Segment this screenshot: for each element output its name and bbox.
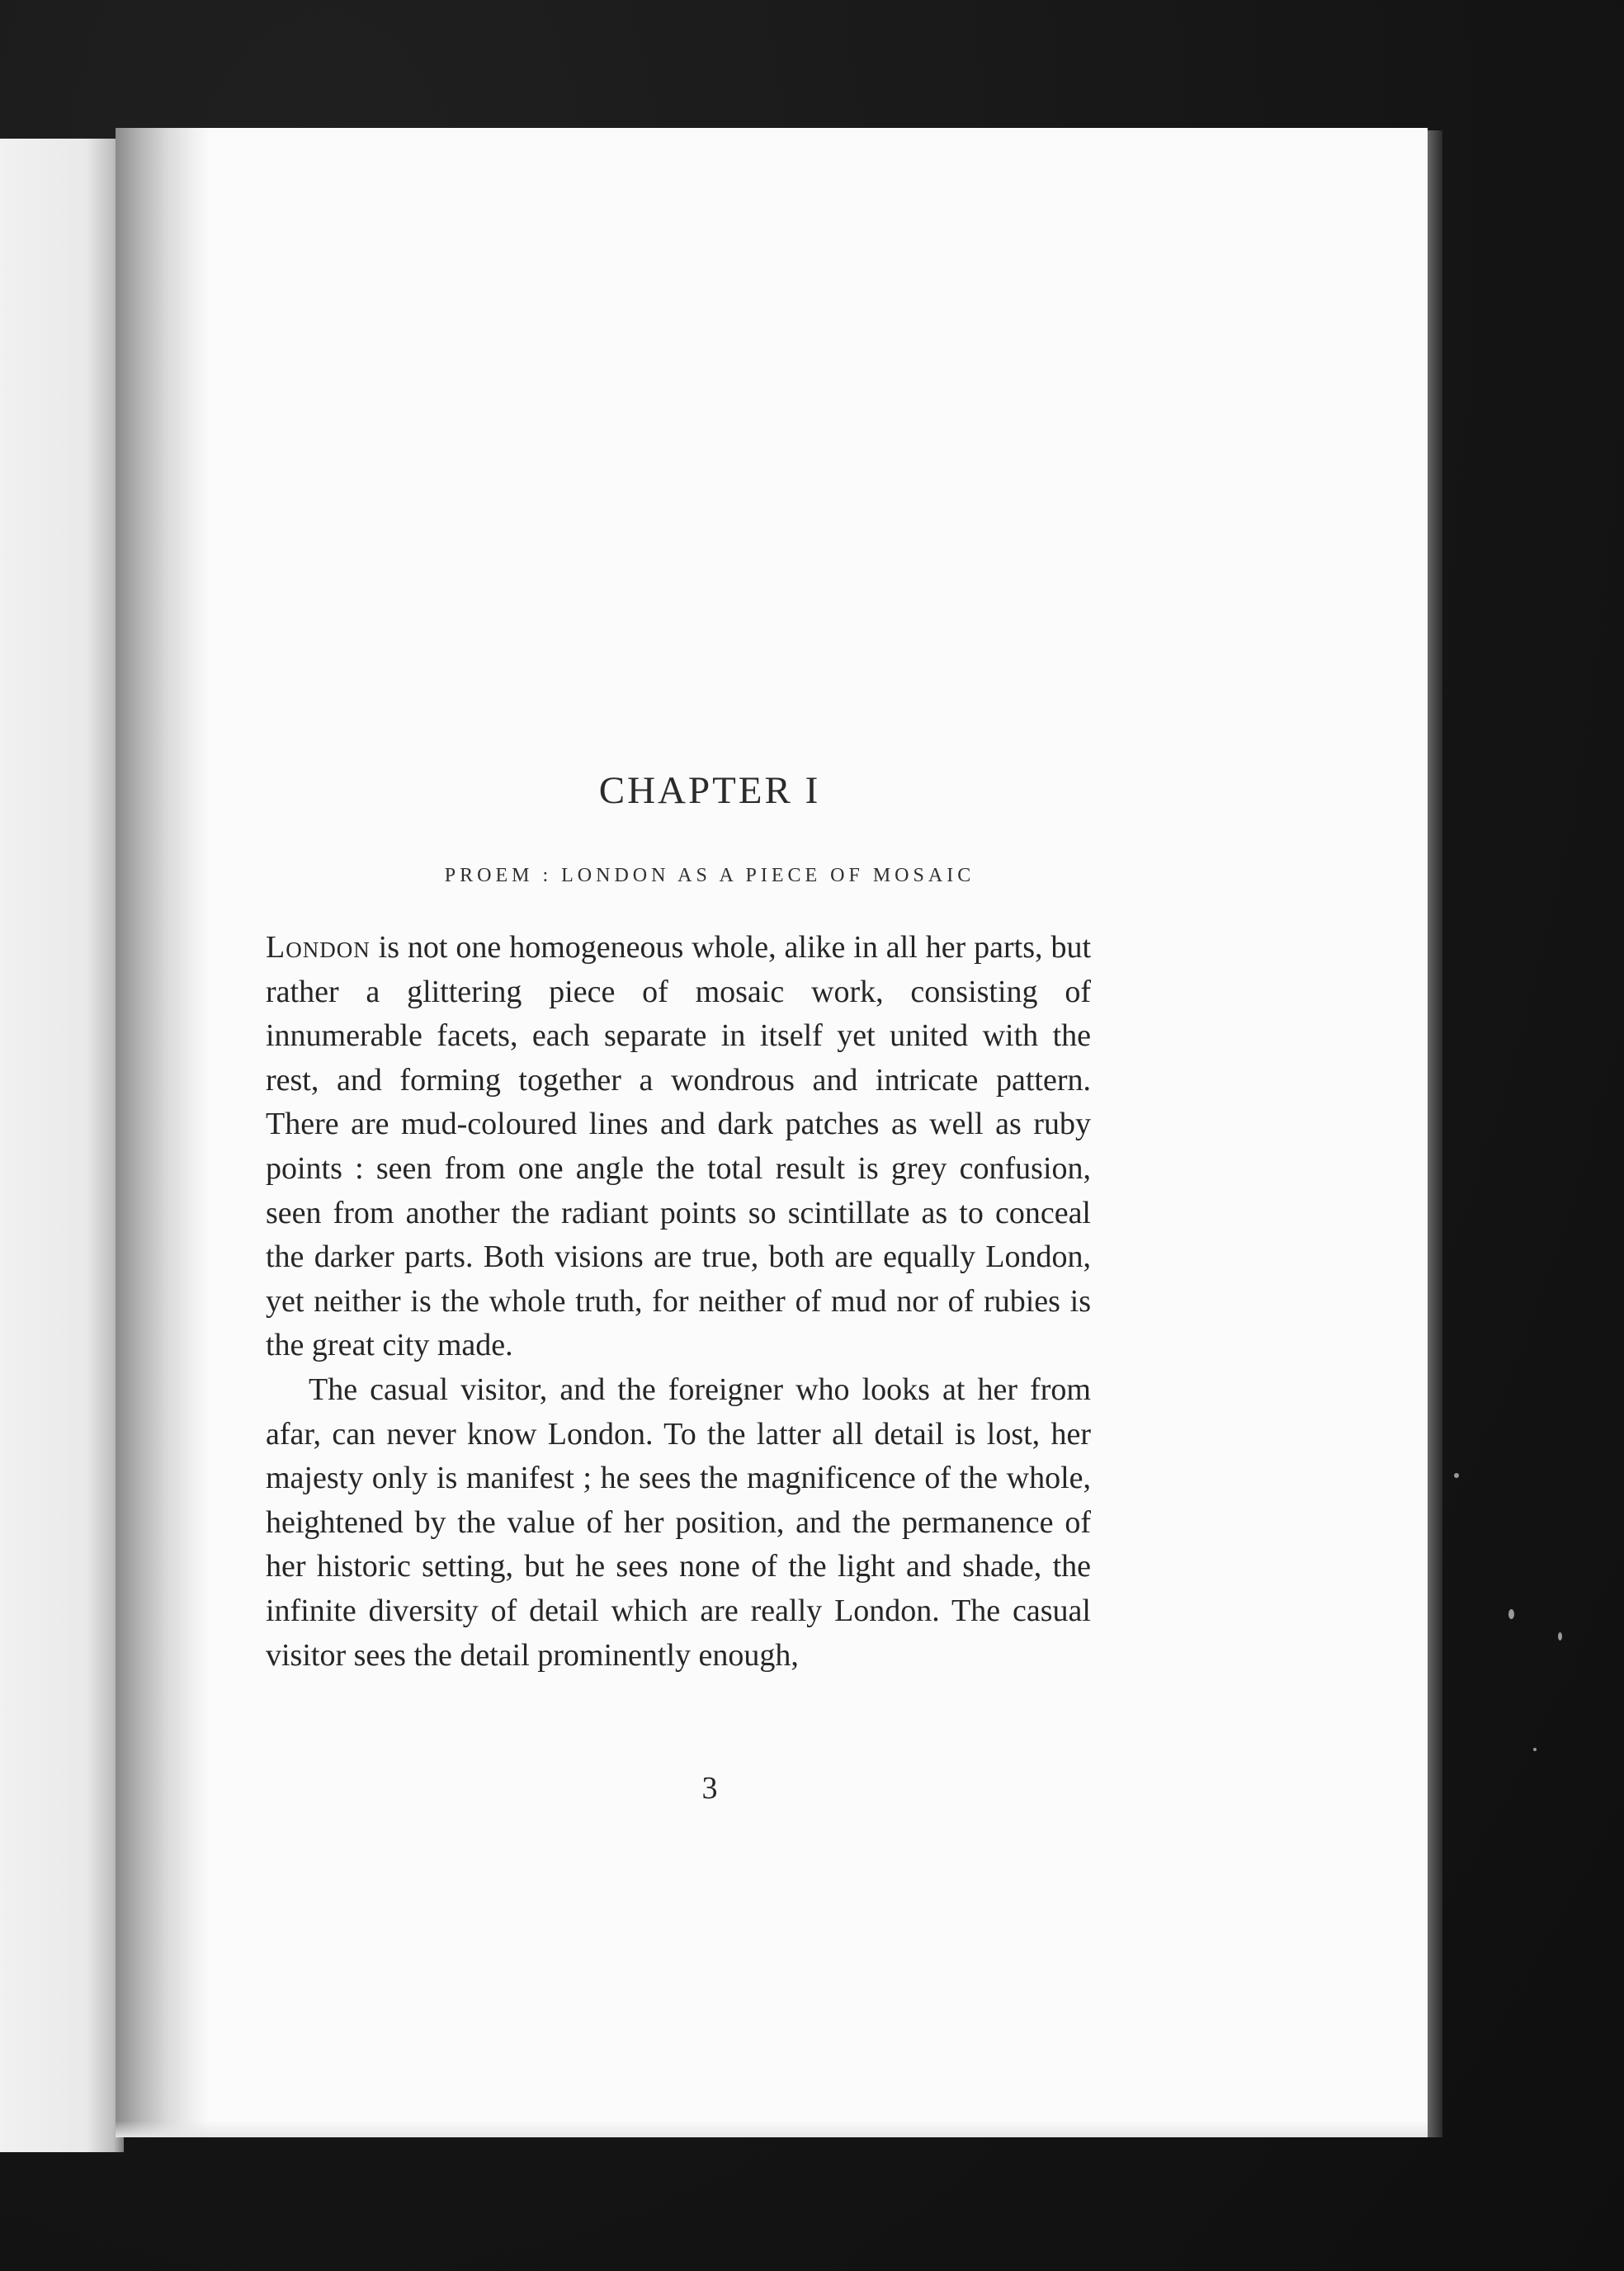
book-page xyxy=(116,128,1428,2137)
facing-page-edge xyxy=(0,139,124,2152)
paragraph-1-text: is not one homogeneous whole, alike in all her parts, but rather a glittering piece of mosaic work, consisting of innumerable facets, each separate in itself yet united with the rest, and forming together a wondrous and intricate pattern. There are mud-coloured lines and dark patches as well as ruby points : seen from one angle the total result is grey confusion, seen from another the radiant points so scintillate as to conceal the darker parts. Both visions are true, both are equally London, yet neither is the whole truth, for neither of mud nor of rubies is the great city made. xyxy=(266,930,1091,1363)
opening-word: London xyxy=(266,930,371,965)
dust-speck xyxy=(1533,1748,1537,1751)
paragraph-1 xyxy=(266,926,1091,1368)
paragraph-2: The casual visitor, and the foreigner who looks at her from afar, can never know London. To the latter all detail is lost, her majesty only is manifest ; he sees the magnificence of the whole, heightened by the value of her position, and the permanence of her historic setting, but he sees none of the light and shade, the infinite diversity of detail which are really London. The casual visitor sees the detail prominently enough, xyxy=(266,1372,1091,1673)
gutter-shadow xyxy=(116,128,210,2137)
chapter-subtitle: PROEM : LONDON AS A PIECE OF MOSAIC xyxy=(444,865,975,886)
dust-speck xyxy=(1454,1473,1459,1478)
dust-speck xyxy=(1508,1609,1514,1619)
dust-speck xyxy=(1558,1632,1562,1641)
page-number: 3 xyxy=(701,1771,718,1806)
body-text xyxy=(266,926,1091,1678)
page-bottom-shadow xyxy=(116,2121,1428,2137)
chapter-title: CHAPTER I xyxy=(598,769,821,812)
